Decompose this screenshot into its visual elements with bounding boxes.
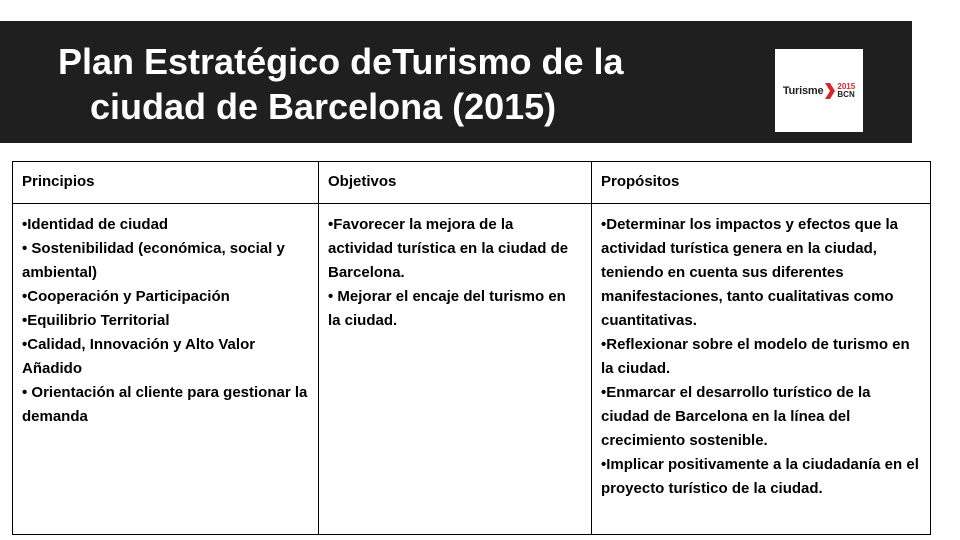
list-item: •Implicar positivamente a la ciudadanía en el proyecto turístico de la ciudad. [601,456,919,497]
slide-title-line-2: ciudad de Barcelona (2015) [90,86,557,127]
table-row [13,204,931,535]
chevron-right-icon [825,83,835,99]
slide-title [58,39,758,129]
cell-principios [13,204,319,535]
cell-propositos [592,204,931,535]
list-item: • Sostenibilidad (económica, social y ambiental) [22,240,285,281]
turisme-2015-bcn-logo [775,49,863,132]
logo-city: BCN [837,89,855,99]
list-item: •Identidad de ciudad [22,216,169,233]
list-item: •Reflexionar sobre el modelo de turismo en la ciudad. [601,336,910,377]
header-principios: Principios [13,162,319,204]
list-item: •Determinar los impactos y efectos que la actividad turística genera en la ciudad, teniendo en cuenta sus diferentes manifestaciones, tanto cualitativas como cuantitativas. [601,216,899,329]
list-item: •Enmarcar el desarrollo turístico de la ciudad de Barcelona en la línea del crecimiento sostenible. [601,384,871,449]
list-item: • Mejorar el encaje del turismo en la ciudad. [328,288,566,329]
list-item: •Cooperación y Participación [22,288,230,305]
logo-word: Turisme [782,84,824,97]
logo-badge [837,83,855,99]
list-item: •Equilibrio Territorial [22,312,170,329]
slide-title-line-1: Plan Estratégico deTurismo de la [58,41,624,82]
list-item: • Orientación al cliente para gestionar la demanda [22,384,308,425]
header-propositos: Propósitos [592,162,931,204]
plan-table [12,161,931,535]
cell-objetivos [319,204,592,535]
list-item: •Favorecer la mejora de la actividad turística en la ciudad de Barcelona. [328,216,569,281]
header-objetivos: Objetivos [319,162,592,204]
list-item: •Calidad, Innovación y Alto Valor Añadido [22,336,256,377]
logo-year: 2015 [837,81,856,91]
table-header-row [13,162,931,204]
